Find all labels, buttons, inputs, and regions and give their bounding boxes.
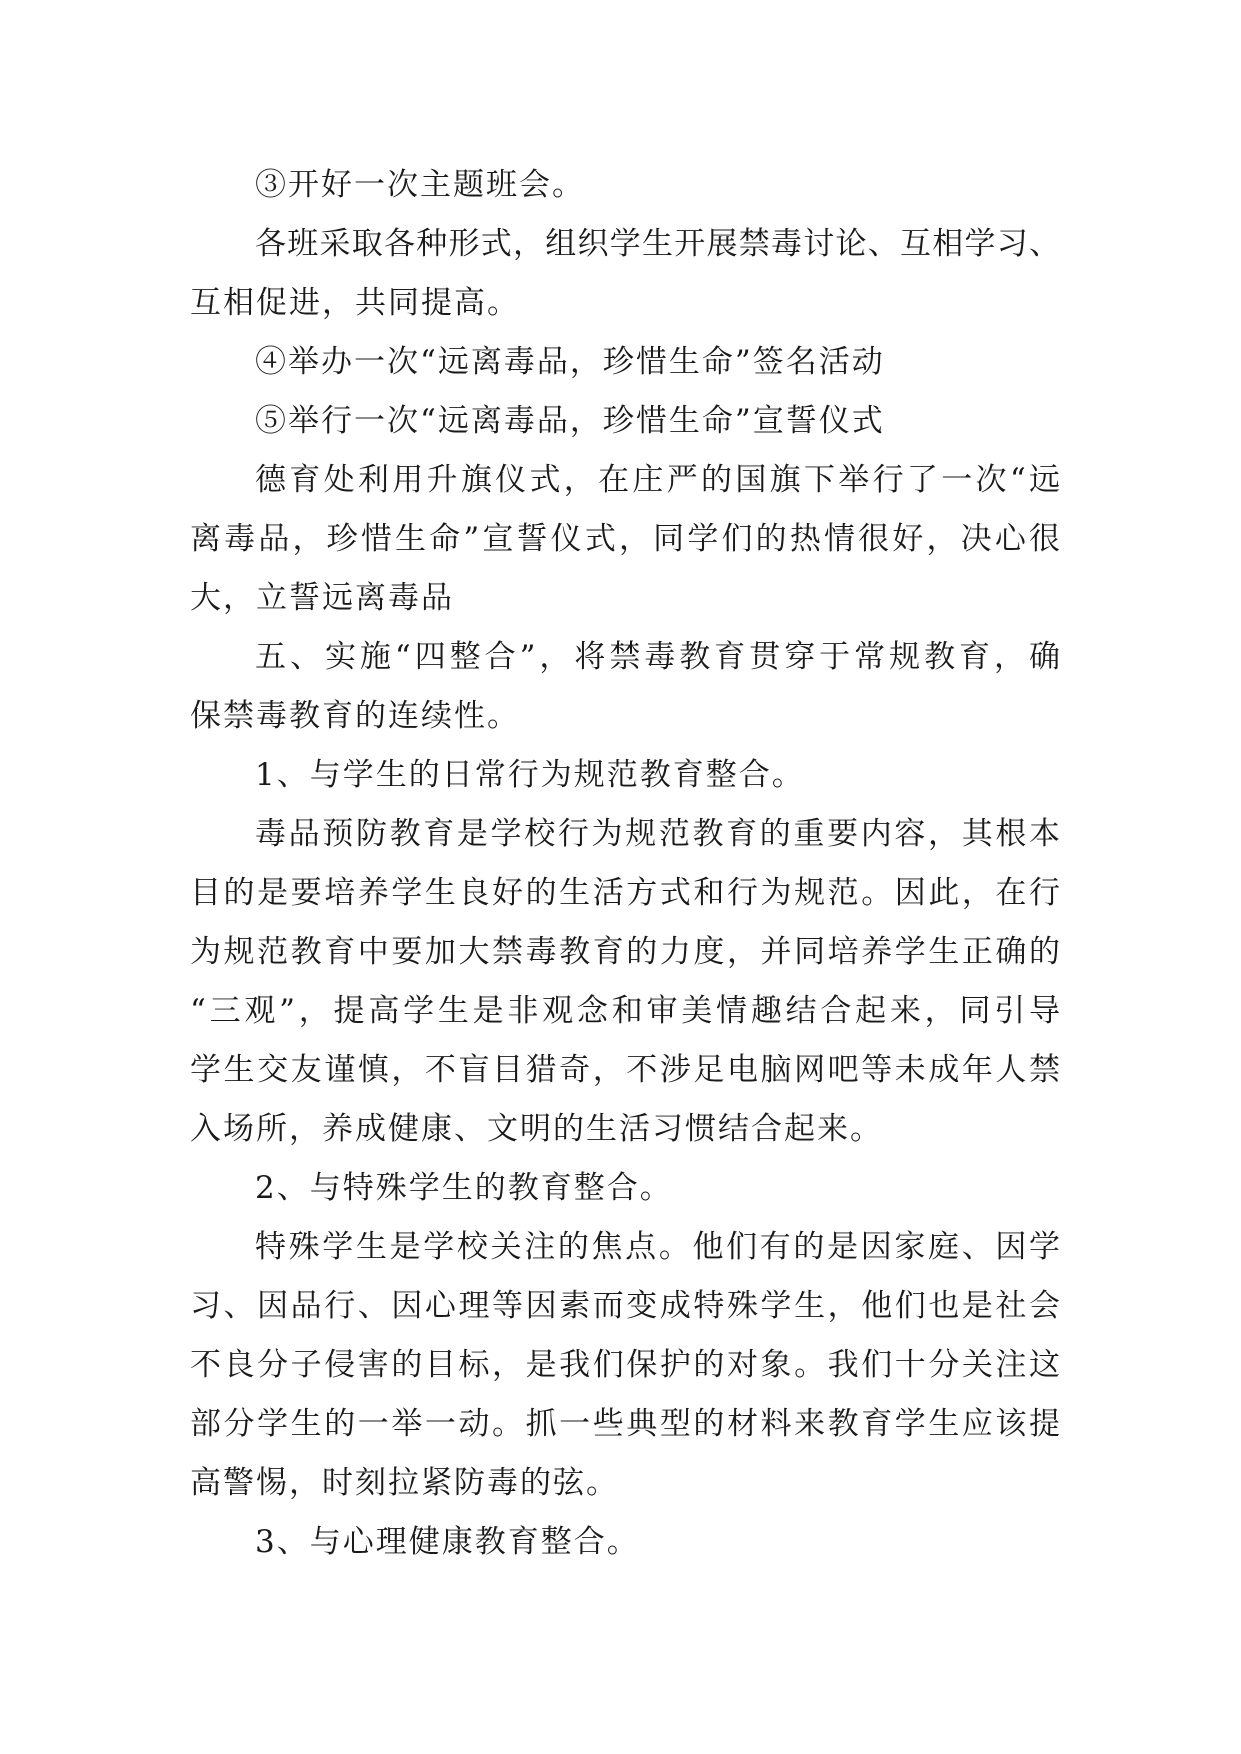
subheading-special-students: 2、与特殊学生的教育整合。 [255,1170,673,1206]
subheading-mental-health: 3、与心理健康教育整合。 [255,1524,640,1560]
paragraph-line: 特殊学生是学校关注的焦点。他们有的是因家庭、因学 [255,1229,1060,1265]
list-item-class-meeting: ③开好一次主题班会。 [255,167,585,203]
paragraph-line: 为规范教育中要加大禁毒教育的力度，并同培养学生正确的 [190,934,1060,970]
paragraph-line: 各班采取各种形式，组织学生开展禁毒讨论、互相学习、 [255,226,1060,262]
paragraph-line: 毒品预防教育是学校行为规范教育的重要内容，其根本 [255,816,1060,852]
paragraph-line: 目的是要培养学生良好的生活方式和行为规范。因此，在行 [190,875,1060,911]
section-heading-line: 保禁毒教育的连续性。 [190,698,520,734]
paragraph-line: 学生交友谨慎，不盲目猎奇，不涉足电脑网吧等未成年人禁 [190,1052,1060,1088]
paragraph-line: 互相促进，共同提高。 [190,285,520,321]
paragraph-line: 大，立誓远离毒品 [190,580,454,616]
paragraph-line: 德育处利用升旗仪式，在庄严的国旗下举行了一次“远 [255,462,1060,498]
section-heading-line: 五、实施“四整合”，将禁毒教育贯穿于常规教育，确 [255,639,1060,675]
paragraph-line: “三观”，提高学生是非观念和审美情趣结合起来，同引导 [190,993,1060,1029]
list-item-oath-ceremony: ⑤举行一次“远离毒品，珍惜生命”宣誓仪式 [255,403,885,439]
subheading-daily-behavior: 1、与学生的日常行为规范教育整合。 [255,757,805,793]
list-item-signature-activity: ④举办一次“远离毒品，珍惜生命”签名活动 [255,344,885,380]
paragraph-line: 离毒品，珍惜生命”宣誓仪式，同学们的热情很好，决心很 [190,521,1060,557]
paragraph-line: 部分学生的一举一动。抓一些典型的材料来教育学生应该提 [190,1406,1060,1442]
paragraph-line: 入场所，养成健康、文明的生活习惯结合起来。 [190,1111,883,1147]
paragraph-line: 高警惕，时刻拉紧防毒的弦。 [190,1465,619,1501]
paragraph-line: 不良分子侵害的目标，是我们保护的对象。我们十分关注这 [190,1347,1060,1383]
paragraph-line: 习、因品行、因心理等因素而变成特殊学生，他们也是社会 [190,1288,1060,1324]
